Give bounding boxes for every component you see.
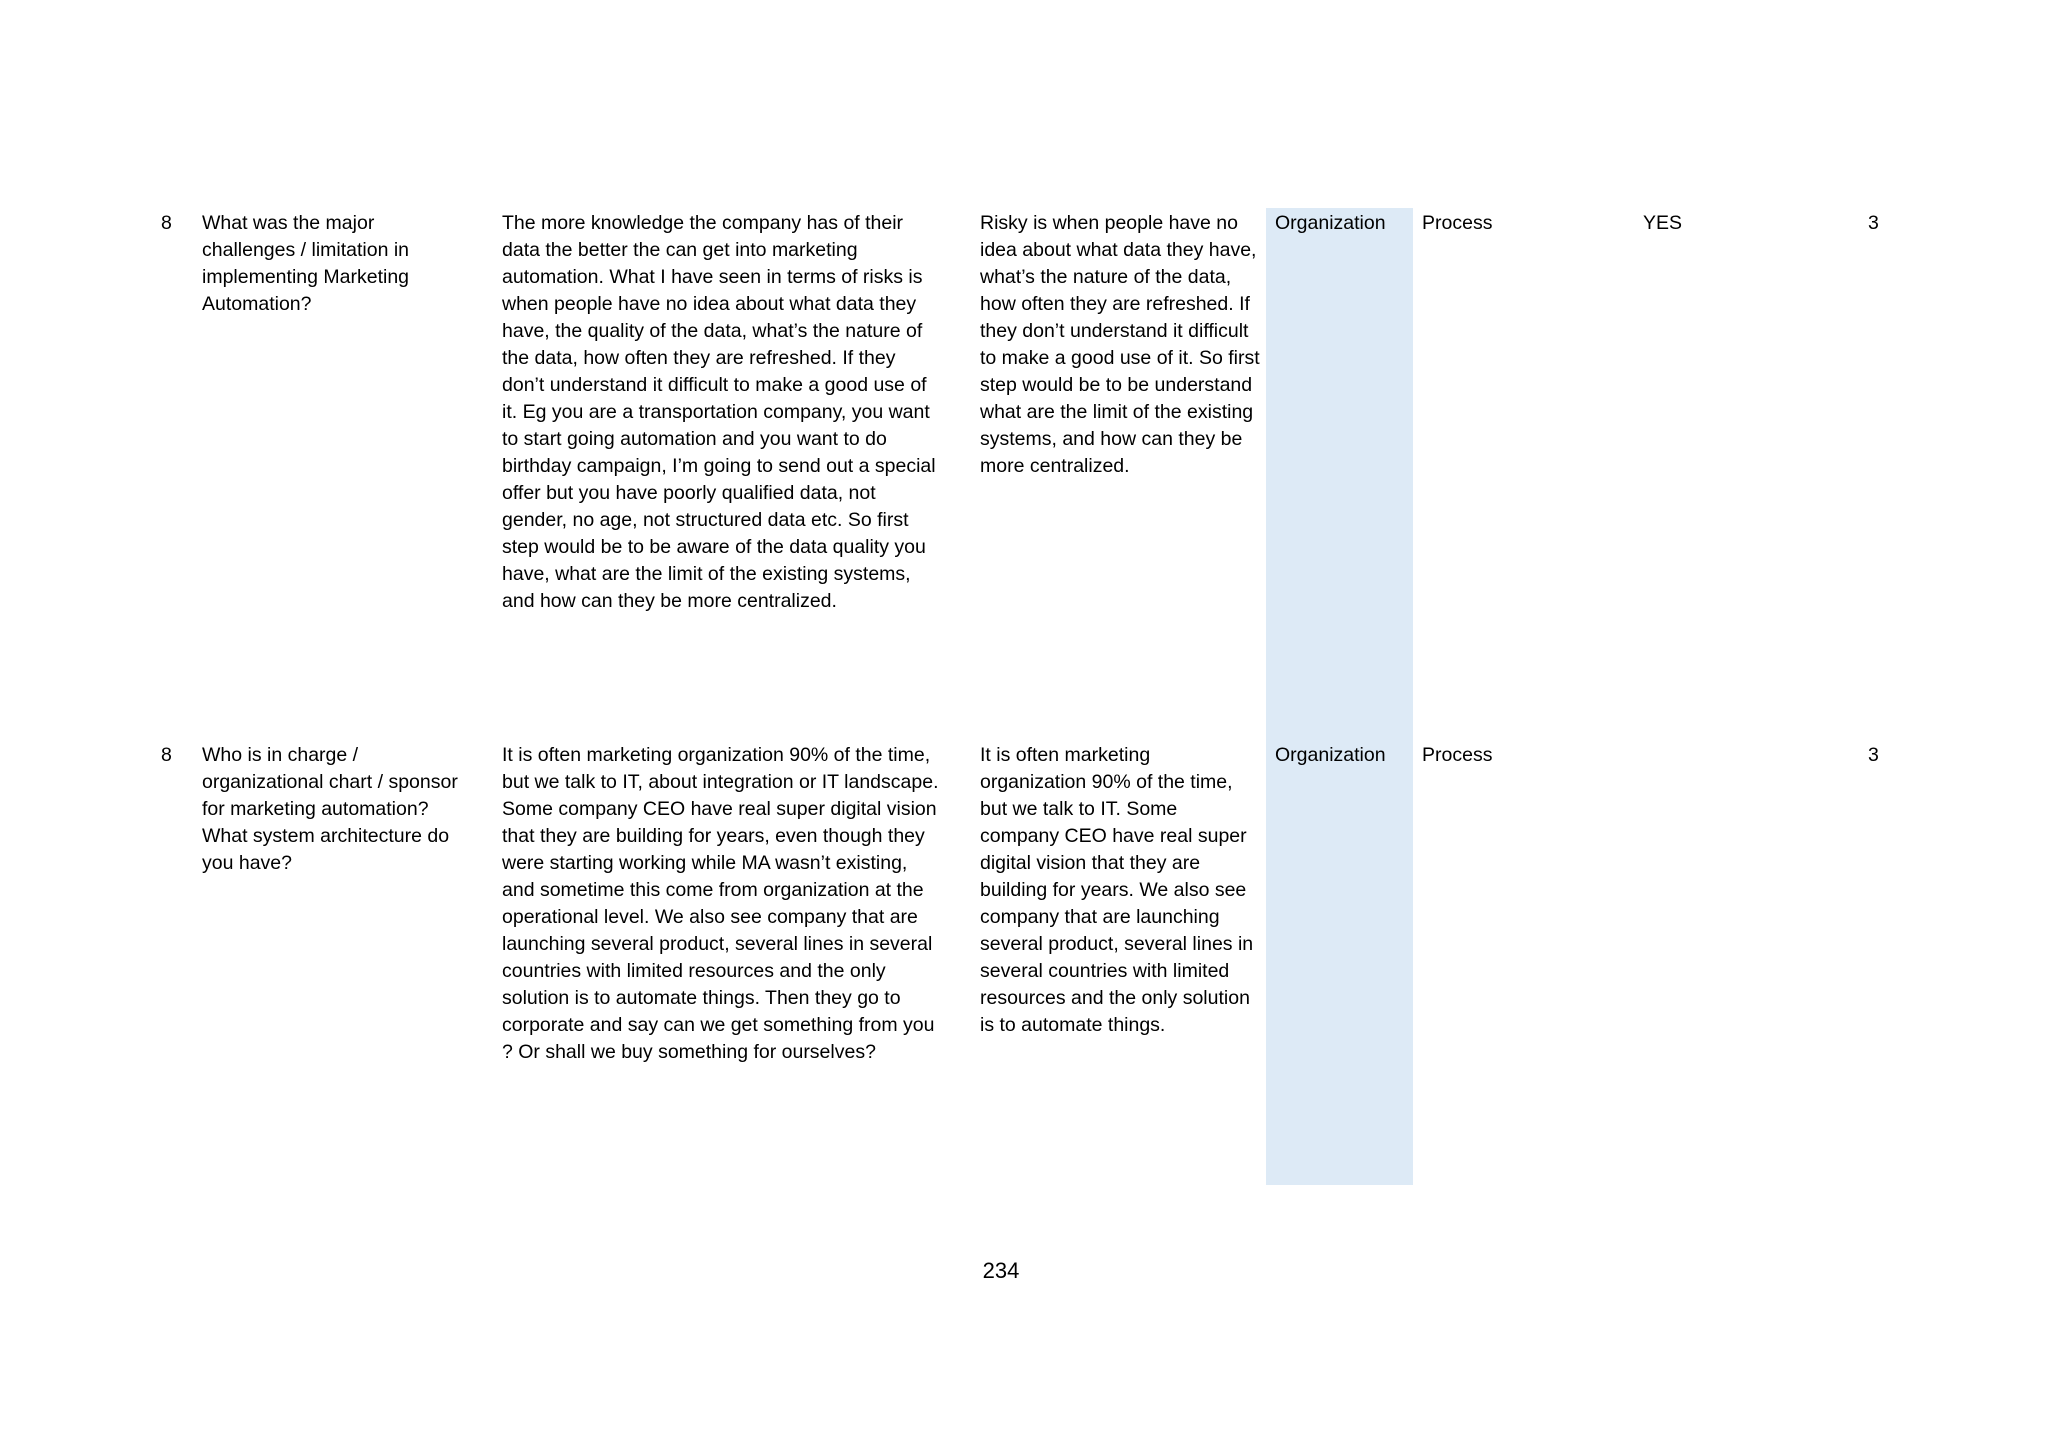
question-cell: What was the major challenges / limitation in implementing Marketing Automation?	[202, 212, 410, 315]
summary-cell: It is often marketing organization 90% of the time, but we talk to IT. Some company CEO have real super digital vision that they are building for years. We also see company that are launching several product, several lines in several countries with limited resources and the only solution is to automate things.	[980, 744, 1254, 1036]
answer-cell: It is often marketing organization 90% of the time, but we talk to IT, about integration or IT landscape. Some company CEO have real super digital vision that they are building for years, even though they were starting working while MA wasn’t existing, and sometime this come from organization at the operational level. We also see company that are launching several product, several lines in several countries with limited resources and the only solution is to automate things. Then they go to corporate and say can we get something from you ? Or shall we buy something for ourselves?	[502, 744, 939, 1063]
flag-cell: YES	[1643, 212, 1683, 234]
category-cell: Organization	[1275, 212, 1386, 234]
page-number: 234	[982, 1258, 1020, 1283]
score-cell: 3	[1868, 212, 1879, 234]
summary-cell: Risky is when people have no idea about what data they have, what’s the nature of the data, how often they are refreshed. If they don’t understand it difficult to make a good use of it. So first step would be to be understand what are the limit of the existing systems, and how can they be more centralized.	[980, 212, 1260, 477]
subcategory-cell: Process	[1422, 212, 1493, 234]
category-column-shading	[1266, 208, 1413, 1185]
answer-cell: The more knowledge the company has of their data the better the can get into marketing automation. What I have seen in terms of risks is when people have no idea about what data they have, the quality of the data, what’s the nature of the data, how often they are refreshed. If they don’t understand it difficult to make a good use of it. Eg you are a transportation company, you want to start going automation and you want to do birthday campaign, I’m going to send out a special offer but you have poorly qualified data, not gender, no age, not structured data etc. So first step would be to be aware of the data quality you have, what are the limit of the existing systems, and how can they be more centralized.	[502, 212, 936, 612]
category-cell: Organization	[1275, 744, 1386, 766]
row-number: 8	[161, 212, 172, 234]
row-number: 8	[161, 744, 172, 766]
subcategory-cell: Process	[1422, 744, 1493, 766]
question-cell: Who is in charge / organizational chart / sponsor for marketing automation? What system architecture do you have?	[202, 744, 458, 874]
score-cell: 3	[1868, 744, 1879, 766]
